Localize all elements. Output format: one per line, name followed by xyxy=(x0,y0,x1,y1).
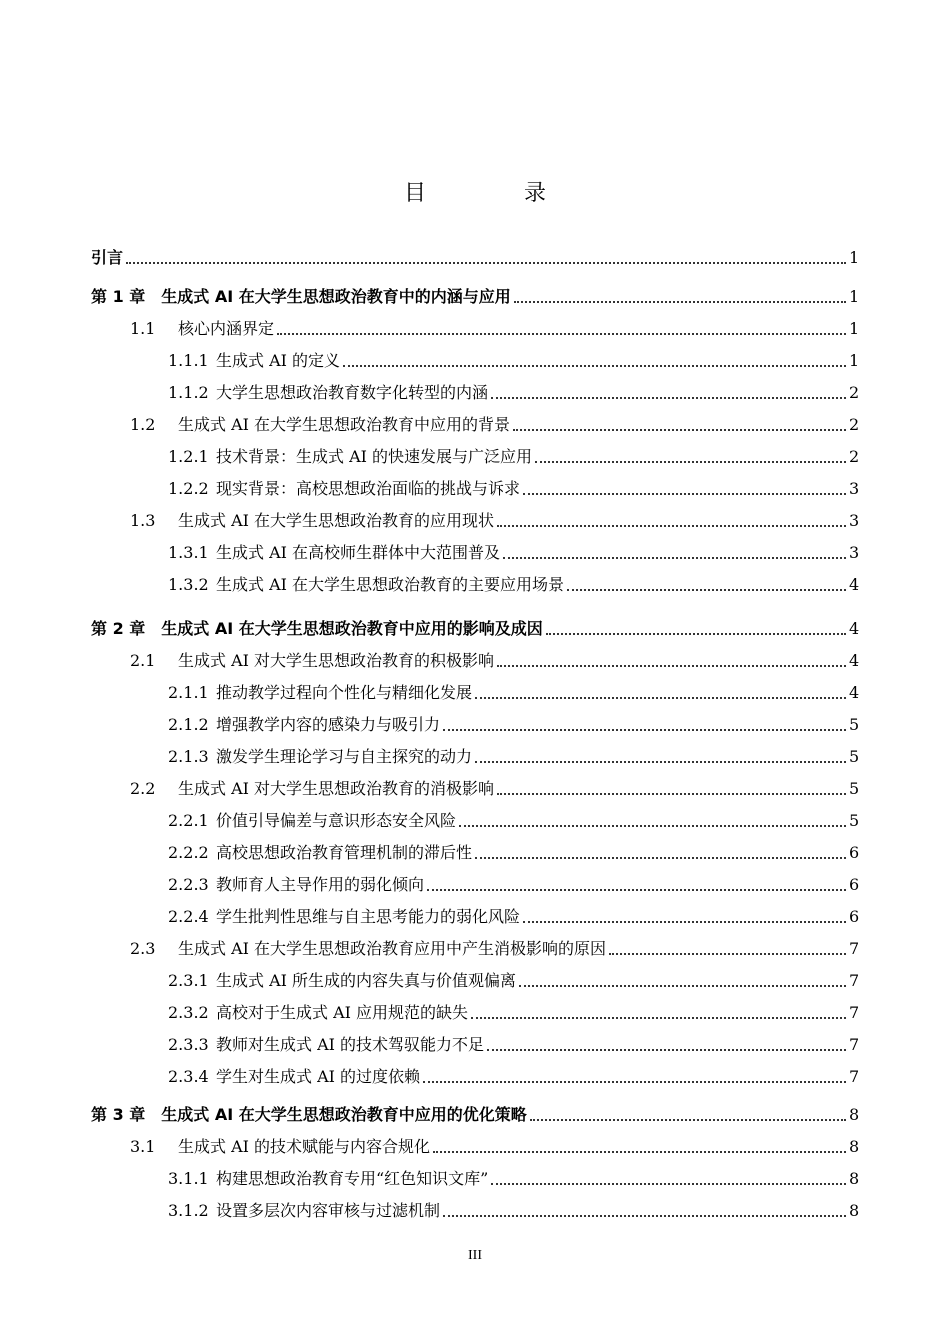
toc-page-number: 3 xyxy=(849,511,860,530)
toc-dot-leader xyxy=(459,825,846,827)
toc-entry-title: 生成式 AI 在大学生思想政治教育的应用现状 xyxy=(178,511,495,530)
toc-dot-leader xyxy=(535,461,846,463)
toc-entry-title: 大学生思想政治教育数字化转型的内涵 xyxy=(216,383,489,402)
toc-page-number: 5 xyxy=(849,747,860,766)
toc-page-number: 3 xyxy=(849,479,860,498)
toc-entry-title: 高校思想政治教育管理机制的滞后性 xyxy=(216,843,473,862)
toc-dot-leader xyxy=(519,985,846,987)
toc-chapter-entry[interactable] xyxy=(91,242,859,268)
toc-entry-number: 3.1 xyxy=(130,1137,156,1156)
toc-dot-leader xyxy=(609,953,846,955)
toc-page-number: 2 xyxy=(849,383,860,402)
toc-subsection-entry[interactable] xyxy=(168,473,859,499)
toc-entry-title: 激发学生理论学习与自主探究的动力 xyxy=(216,747,473,766)
toc-dot-leader xyxy=(443,729,846,731)
toc-page-number: 5 xyxy=(849,779,860,798)
toc-page-number: 6 xyxy=(849,907,860,926)
toc-entry-title: 生成式 AI 在大学生思想政治教育中应用的影响及成因 xyxy=(161,619,543,638)
toc-dot-leader xyxy=(475,857,846,859)
toc-page-number: 8 xyxy=(849,1137,860,1156)
toc-subsection-entry[interactable] xyxy=(168,569,859,595)
toc-entry-title: 设置多层次内容审核与过滤机制 xyxy=(216,1201,441,1220)
toc-entry-number: 2.3.2 xyxy=(168,1003,209,1022)
toc-page-number: 7 xyxy=(849,971,860,990)
toc-dot-leader xyxy=(530,1119,846,1121)
toc-dot-leader xyxy=(126,262,846,264)
toc-subsection-entry[interactable] xyxy=(168,997,859,1023)
toc-subsection-entry[interactable] xyxy=(168,741,859,767)
toc-entry-number: 1.1.1 xyxy=(168,351,209,370)
toc-subsection-entry[interactable] xyxy=(168,1195,859,1221)
toc-entry-number: 1.3.1 xyxy=(168,543,209,562)
toc-chapter-entry[interactable] xyxy=(91,281,859,307)
toc-entry-title: 生成式 AI 所生成的内容失真与价值观偏离 xyxy=(216,971,517,990)
toc-section-entry[interactable] xyxy=(130,1131,859,1157)
toc-entry-number: 2.2.1 xyxy=(168,811,209,830)
toc-entry-number: 1.2.1 xyxy=(168,447,209,466)
toc-entry-title: 推动教学过程向个性化与精细化发展 xyxy=(216,683,473,702)
toc-page-number: 4 xyxy=(849,575,860,594)
toc-entry-number: 1.2.2 xyxy=(168,479,209,498)
toc-page-number: 1 xyxy=(849,319,860,338)
toc-entry-title: 教师对生成式 AI 的技术驾驭能力不足 xyxy=(216,1035,485,1054)
toc-entry-number: 第 1 章 xyxy=(91,287,146,306)
toc-entry-number: 2.3.4 xyxy=(168,1067,209,1086)
toc-entry-title: 生成式 AI 的技术赋能与内容合规化 xyxy=(178,1137,431,1156)
toc-entry-title: 生成式 AI 对大学生思想政治教育的积极影响 xyxy=(178,651,495,670)
toc-page-number: 1 xyxy=(849,248,860,267)
toc-chapter-entry[interactable] xyxy=(91,613,859,639)
toc-entry-title: 引言 xyxy=(91,248,124,267)
toc-page-number: 6 xyxy=(849,875,860,894)
toc-entry-number: 1.1 xyxy=(130,319,156,338)
toc-entry-title: 生成式 AI 的定义 xyxy=(216,351,341,370)
toc-entry-number: 1.3.2 xyxy=(168,575,209,594)
toc-subsection-entry[interactable] xyxy=(168,709,859,735)
toc-subsection-entry[interactable] xyxy=(168,1061,859,1087)
toc-page-number: 4 xyxy=(849,683,860,702)
toc-entry-title: 技术背景：生成式 AI 的快速发展与广泛应用 xyxy=(216,447,533,466)
toc-entry-title: 学生批判性思维与自主思考能力的弱化风险 xyxy=(216,907,521,926)
toc-entry-title: 现实背景：高校思想政治面临的挑战与诉求 xyxy=(216,479,521,498)
toc-dot-leader xyxy=(343,365,846,367)
toc-subsection-entry[interactable] xyxy=(168,1029,859,1055)
toc-page-number: 5 xyxy=(849,715,860,734)
toc-section-entry[interactable] xyxy=(130,409,859,435)
toc-subsection-entry[interactable] xyxy=(168,441,859,467)
toc-dot-leader xyxy=(546,633,846,635)
toc-subsection-entry[interactable] xyxy=(168,537,859,563)
toc-section-entry[interactable] xyxy=(130,645,859,671)
toc-dot-leader xyxy=(491,1183,846,1185)
toc-page-number: 5 xyxy=(849,811,860,830)
toc-page-number: 7 xyxy=(849,1067,860,1086)
toc-subsection-entry[interactable] xyxy=(168,837,859,863)
toc-page-number: 7 xyxy=(849,939,860,958)
toc-entry-number: 第 3 章 xyxy=(91,1105,146,1124)
toc-chapter-entry[interactable] xyxy=(91,1099,859,1125)
toc-entry-number: 2.3 xyxy=(130,939,156,958)
toc-dot-leader xyxy=(497,665,846,667)
toc-page-number: 8 xyxy=(849,1201,860,1220)
toc-entry-number: 1.1.2 xyxy=(168,383,209,402)
toc-dot-leader xyxy=(475,697,846,699)
toc-entry-number: 3.1.2 xyxy=(168,1201,209,1220)
toc-subsection-entry[interactable] xyxy=(168,345,859,371)
toc-page-number: 6 xyxy=(849,843,860,862)
toc-entry-number: 2.1.1 xyxy=(168,683,209,702)
toc-entry-title: 构建思想政治教育专用“红色知识文库” xyxy=(216,1169,489,1188)
toc-page-number: 8 xyxy=(849,1169,860,1188)
toc-dot-leader xyxy=(491,397,846,399)
toc-dot-leader xyxy=(471,1017,846,1019)
toc-dot-leader xyxy=(514,301,846,303)
toc-section-entry[interactable] xyxy=(130,505,859,531)
toc-entry-number: 2.1.2 xyxy=(168,715,209,734)
toc-dot-leader xyxy=(503,557,846,559)
toc-page-number: 2 xyxy=(849,447,860,466)
toc-subsection-entry[interactable] xyxy=(168,965,859,991)
toc-page-number: 2 xyxy=(849,415,860,434)
toc-page-number: 1 xyxy=(849,351,860,370)
toc-entry-title: 核心内涵界定 xyxy=(178,319,275,338)
toc-entry-number: 2.2.3 xyxy=(168,875,209,894)
toc-dot-leader xyxy=(423,1081,846,1083)
toc-page-number: 1 xyxy=(849,287,860,306)
toc-entry-number: 2.2 xyxy=(130,779,156,798)
toc-entry-title: 生成式 AI 在高校师生群体中大范围普及 xyxy=(216,543,501,562)
toc-entry-title: 生成式 AI 在大学生思想政治教育中的内涵与应用 xyxy=(161,287,511,306)
toc-entry-title: 价值引导偏差与意识形态安全风险 xyxy=(216,811,457,830)
toc-dot-leader xyxy=(567,589,846,591)
toc-page-number: 8 xyxy=(849,1105,860,1124)
toc-subsection-entry[interactable] xyxy=(168,805,859,831)
toc-entry-title: 学生对生成式 AI 的过度依赖 xyxy=(216,1067,421,1086)
toc-dot-leader xyxy=(277,333,846,335)
toc-entry-number: 2.1 xyxy=(130,651,156,670)
toc-subsection-entry[interactable] xyxy=(168,901,859,927)
toc-dot-leader xyxy=(497,793,846,795)
toc-entry-title: 生成式 AI 在大学生思想政治教育应用中产生消极影响的原因 xyxy=(178,939,607,958)
toc-dot-leader xyxy=(433,1151,846,1153)
toc-dot-leader xyxy=(427,889,846,891)
toc-entry-title: 生成式 AI 在大学生思想政治教育中应用的优化策略 xyxy=(161,1105,527,1124)
toc-page-number: 7 xyxy=(849,1035,860,1054)
toc-entry-title: 生成式 AI 对大学生思想政治教育的消极影响 xyxy=(178,779,495,798)
toc-page-number: 7 xyxy=(849,1003,860,1022)
toc-entry-number: 第 2 章 xyxy=(91,619,146,638)
toc-section-entry[interactable] xyxy=(130,773,859,799)
toc-dot-leader xyxy=(513,429,846,431)
toc-title: 目 录 xyxy=(403,181,584,206)
toc-entry-title: 生成式 AI 在大学生思想政治教育的主要应用场景 xyxy=(216,575,565,594)
toc-dot-leader xyxy=(475,761,846,763)
toc-dot-leader xyxy=(443,1215,846,1217)
toc-section-entry[interactable] xyxy=(130,933,859,959)
toc-subsection-entry[interactable] xyxy=(168,677,859,703)
toc-dot-leader xyxy=(523,493,846,495)
toc-entry-number: 2.2.4 xyxy=(168,907,209,926)
toc-entry-title: 生成式 AI 在大学生思想政治教育中应用的背景 xyxy=(178,415,511,434)
toc-section-entry[interactable] xyxy=(130,313,859,339)
toc-entry-number: 2.2.2 xyxy=(168,843,209,862)
toc-entry-number: 2.3.1 xyxy=(168,971,209,990)
toc-entry-title: 高校对于生成式 AI 应用规范的缺失 xyxy=(216,1003,469,1022)
toc-entry-title: 增强教学内容的感染力与吸引力 xyxy=(216,715,441,734)
toc-subsection-entry[interactable] xyxy=(168,377,859,403)
toc-page-number: 4 xyxy=(849,619,860,638)
toc-entry-number: 1.3 xyxy=(130,511,156,530)
toc-page-number: 4 xyxy=(849,651,860,670)
toc-subsection-entry[interactable] xyxy=(168,869,859,895)
toc-dot-leader xyxy=(497,525,846,527)
toc-entry-number: 2.1.3 xyxy=(168,747,209,766)
page-number-footer: III xyxy=(468,1248,482,1263)
toc-entry-number: 2.3.3 xyxy=(168,1035,209,1054)
toc-entry-number: 1.2 xyxy=(130,415,156,434)
toc-entry-number: 3.1.1 xyxy=(168,1169,209,1188)
toc-dot-leader xyxy=(487,1049,846,1051)
toc-dot-leader xyxy=(523,921,846,923)
toc-subsection-entry[interactable] xyxy=(168,1163,859,1189)
toc-entry-title: 教师育人主导作用的弱化倾向 xyxy=(216,875,425,894)
toc-page-number: 3 xyxy=(849,543,860,562)
